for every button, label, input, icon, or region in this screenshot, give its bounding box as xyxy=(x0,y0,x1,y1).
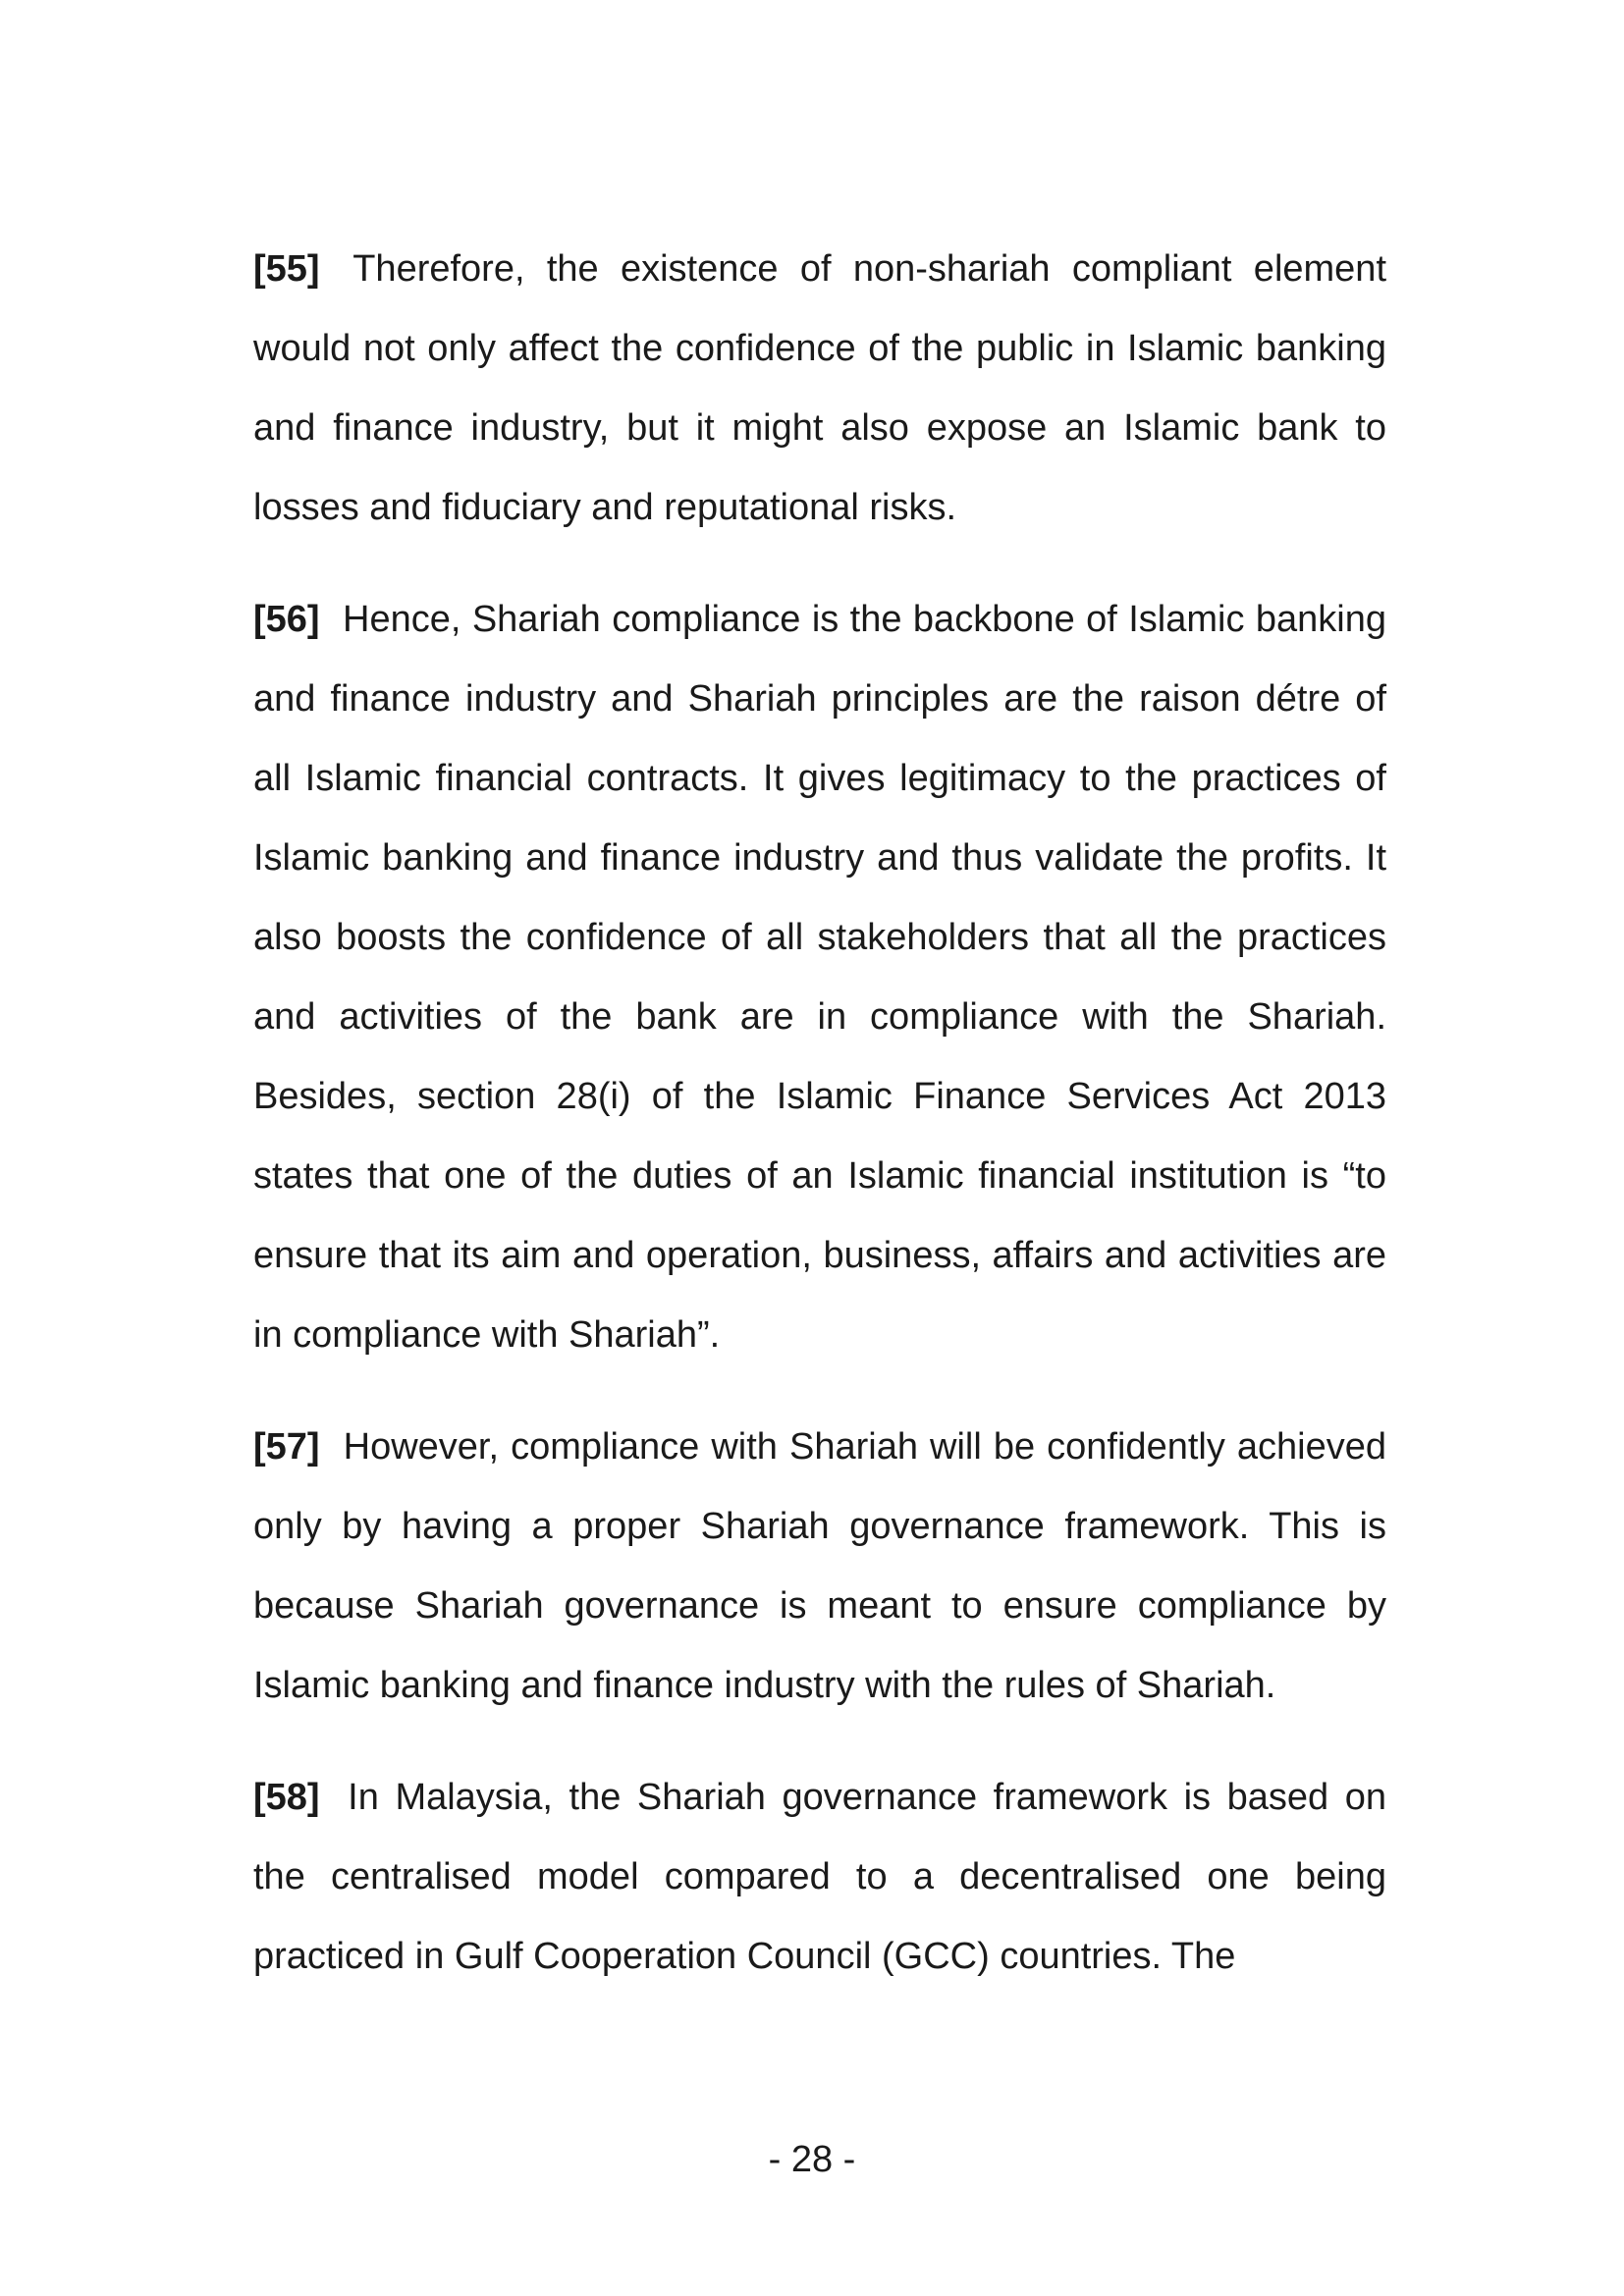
paragraph-57 xyxy=(253,1408,1386,1726)
page-number: - 28 - xyxy=(768,2139,856,2180)
paragraph-number: [55] xyxy=(253,248,320,290)
body-text xyxy=(253,230,1386,2029)
paragraph-number: [57] xyxy=(253,1426,320,1468)
paragraph-text: However, compliance with Shariah will be confidently achieved only by having a proper Shariah governance framework. This is because Shariah governance is meant to ensure compliance by Islamic banking and finance industry with the rules of Shariah. xyxy=(253,1426,1386,1706)
paragraph-text: Hence, Shariah compliance is the backbone of Islamic banking and finance industry and Shariah principles are the raison détre of all Islamic financial contracts. It gives legitimacy to the practices of Islamic banking and finance industry and thus validate the profits. It also boosts the confidence of all stakeholders that all the practices and activities of the bank are in compliance with the Shariah. Besides, section 28(i) of the Islamic Finance Services Act 2013 states that one of the duties of an Islamic financial institution is “to ensure that its aim and operation, business, affairs and activities are in compliance with Shariah”. xyxy=(253,599,1386,1356)
paragraph-number: [56] xyxy=(253,599,320,640)
paragraph-text: In Malaysia, the Shariah governance framework is based on the centralised model compared to a decentralised one being practiced in Gulf Cooperation Council (GCC) countries. The xyxy=(253,1777,1387,1977)
paragraph-text: Therefore, the existence of non-shariah compliant element would not only affect the confidence of the public in Islamic banking and finance industry, but it might also expose an Islamic bank to losses and fiduciary and reputational risks. xyxy=(253,248,1386,528)
paragraph-55 xyxy=(253,230,1386,548)
paragraph-56 xyxy=(253,580,1386,1375)
paragraph-number: [58] xyxy=(253,1777,320,1818)
paragraph-58 xyxy=(253,1758,1386,1997)
